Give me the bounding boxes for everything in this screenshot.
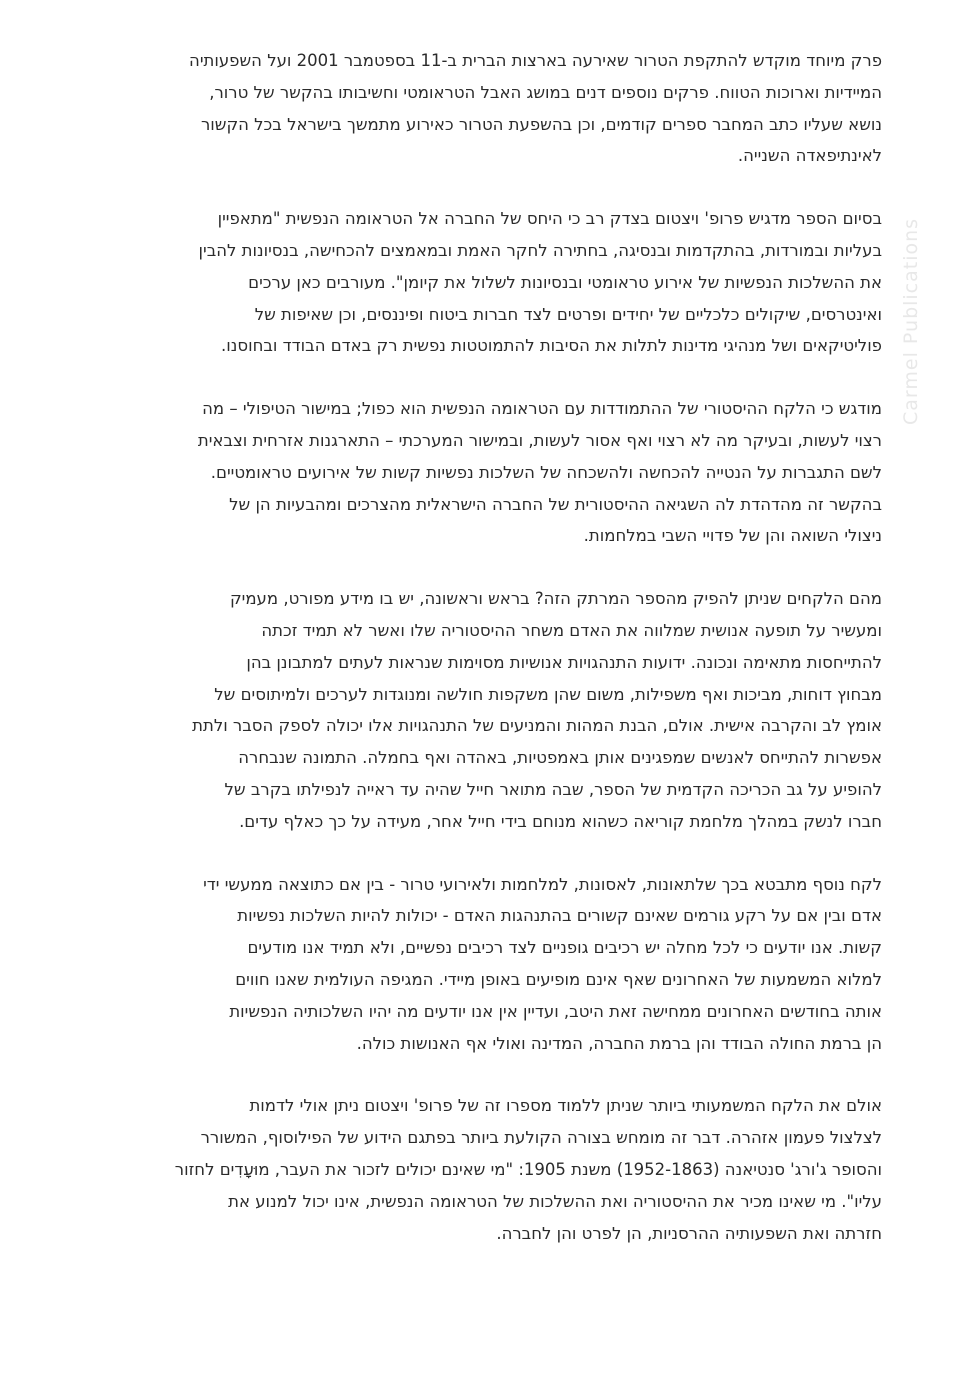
- text-line: להופיע על גב הכריכה הקדמית של הספר, שבה מתואר חייל שהיה עד ראייה לנפילתו בקרב של: [224, 779, 882, 799]
- text-line: מודגש כי הלקח ההיסטורי של ההתמודדות עם הטראומה הנפשית הוא כפול; במישור הטיפולי – מה: [202, 399, 882, 419]
- text-line: קשות. אנו יודעים כי לכל מחלה יש רכיבים גופניים לצד רכיבים נפשיים, ולא תמיד אנו מודעים: [247, 938, 882, 958]
- text-line: בהקשר זה מהדהדת לה השגיאה ההיסטורית של החברה הישראלית מהצרכים ומהבעיות הן של: [229, 494, 882, 514]
- text-line: מבחוץ דוחות, מביכות ואף משפילות, משום שהן משקפות חולשה ומנוגדות לערכים ולמיתוסים של: [214, 684, 882, 704]
- text-line: הן ברמת החולה הבודד והן ברמת החברה, המדינה ואולי אף האנושות כולה.: [356, 1033, 882, 1053]
- text-line: רצוי לעשות, ובעיקר מה לא רצוי ואף אסור לעשות, ובמישור המערכתי – התארגנות אזרחית וצבאית: [197, 430, 882, 450]
- text-line: לאינתיפאדה השנייה.: [737, 146, 882, 166]
- text-line: אומץ לב והקרבה אישית. אולם, הבנת המהות והמניעים של התנהגויות אלו יכולה לספק הסבר ולתת: [192, 716, 882, 736]
- text-line: חברו לנשק במהלך מלחמת קוריאה כשהוא מנוחם בידי חייל אחר, מעידה על כך כאלף עדים.: [239, 811, 882, 831]
- text-line: אולם את הלקח המשמעותי ביותר שניתן ללמוד מספרו זה של פרופ' ויצטום ניתן אולי לדמות: [249, 1096, 882, 1116]
- text-line: לצלצול פעמון אזהרה. דבר זה מומחש בצורה הקולעת ביותר בפתגם הידוע של הפילוסוף, המשורר: [200, 1128, 882, 1148]
- text-line: ניצולי השואה והן של פדויי השבי במלחמות.: [583, 526, 882, 546]
- text-line: ואינטרסים, שיקולים כלכליים של יחידים ופרטים לצד חברות ביטוח ופיננסים, וכן שאיפות של: [254, 304, 882, 324]
- text-line: חזרתה ואת השפעותיה ההרסניות, הן לפרט והן לחברה.: [496, 1223, 882, 1243]
- text-line: אותה בחודשים האחרונים ממחישה זאת היטב, ועדיין אין אנו יודעים מה יהיו השלכותיה הנפשיות: [229, 1001, 882, 1021]
- paragraph-5: [100, 869, 882, 1060]
- text-line: ומעשיר על תופעה אנושית שמלווה את האדם משחר ההיסטוריה שלו ואשר לא תמיד זכתה: [261, 620, 882, 640]
- paragraph-4: [100, 583, 882, 837]
- text-line: מהם הלקחים שניתן להפיק מהספר המרתק הזה? בראש וראשונה, יש בו מידע מפורט, מעמיק: [229, 589, 882, 609]
- text-line: בסיום הספר מדגיש פרופ' ויצטום בצדק רב כי היחס של החברה אל הטראומה הנפשית "מתאפיין: [217, 209, 882, 229]
- text-line: להתייחסות מתאימה ונכונה. ידועות התנהגויות אנושיות מסוימות שנראות לעתים למתבונן בהן: [246, 652, 882, 672]
- text-line: עליו". מי שאינו מכיר את ההיסטוריה ואת ההשלכות של הטראומה הנפשית, אינו יכול למנוע את: [228, 1191, 882, 1211]
- paragraph-2: [100, 203, 882, 362]
- paragraph-3: [100, 393, 882, 552]
- text-line: למלוא המשמעות של האחרונים שאף אינם מופיעים באופן מיידי. המגיפה העולמית שאנו חווים: [235, 969, 882, 989]
- text-line: המיידיות וארוכות הטווח. פרקים נוספים דנים במושג האבל הטראומטי וחשיבותו בהקשר של טרור,: [209, 82, 882, 102]
- watermark-text: Carmel Publications: [900, 217, 922, 425]
- text-line: את ההשלכות הנפשיות של אירוע טראומטי ובנסיונות לשלול את קיומן". מעורבים כאן ערכים: [248, 272, 882, 292]
- text-line: והסופר ג'ורג' סנטיאנה (1952-1863) משנת 1905: "מי שאינם יכולים לזכור את העבר, מוּעָדִים לחזור: [174, 1159, 882, 1179]
- text-line: בעליות ובמורדות, בהתקדמות ובנסיגה, בחתירה לחקר האמת ובמאמצים להכחישה, בנסיונות להבין: [198, 240, 882, 260]
- text-line: פרק מיוחד מוקדש להתקפת הטרור שאירעה בארצות הברית ב-11 בספטמבר 2001 ועל השפעותיה: [189, 51, 882, 70]
- paragraph-6: [100, 1090, 882, 1249]
- text-line: לשם התגברות על הנטייה להכחשה ולהשכחה של השלכות נפשיות קשות של אירועים טראומטיים.: [210, 462, 882, 482]
- text-line: פוליטיקאים ושל מנהיגי מדינות לתלות את הסיבות להתמוטטות נפשית רק באדם הבודד ובחוסנו.: [221, 336, 882, 356]
- text-line: לקח נוסף מתבטא בכך שלתאונות, לאסונות, למלחמות ולאירועי טרור - בין אם כתוצאה ממעשי ידי: [203, 874, 882, 894]
- text-line: נושא שעליו כתב המחבר ספרים קודמים, וכן בהשפעת הטרור כאירוע מתמשך בישראל בכל הקשור: [200, 114, 882, 134]
- text-line: אדם ובין אם על רקע גורמים שאינם קשורים בהתנהגות האדם - יכולות להיות השלכות נפשיות: [237, 906, 882, 926]
- paragraph-1: [100, 45, 882, 172]
- article-body: [100, 45, 882, 1280]
- text-line: אפשרות להתייחס לאנשים שמפגינים אותן באמפטיות, באהדה ואף בחמלה. התמונה שנבחרה: [238, 748, 882, 768]
